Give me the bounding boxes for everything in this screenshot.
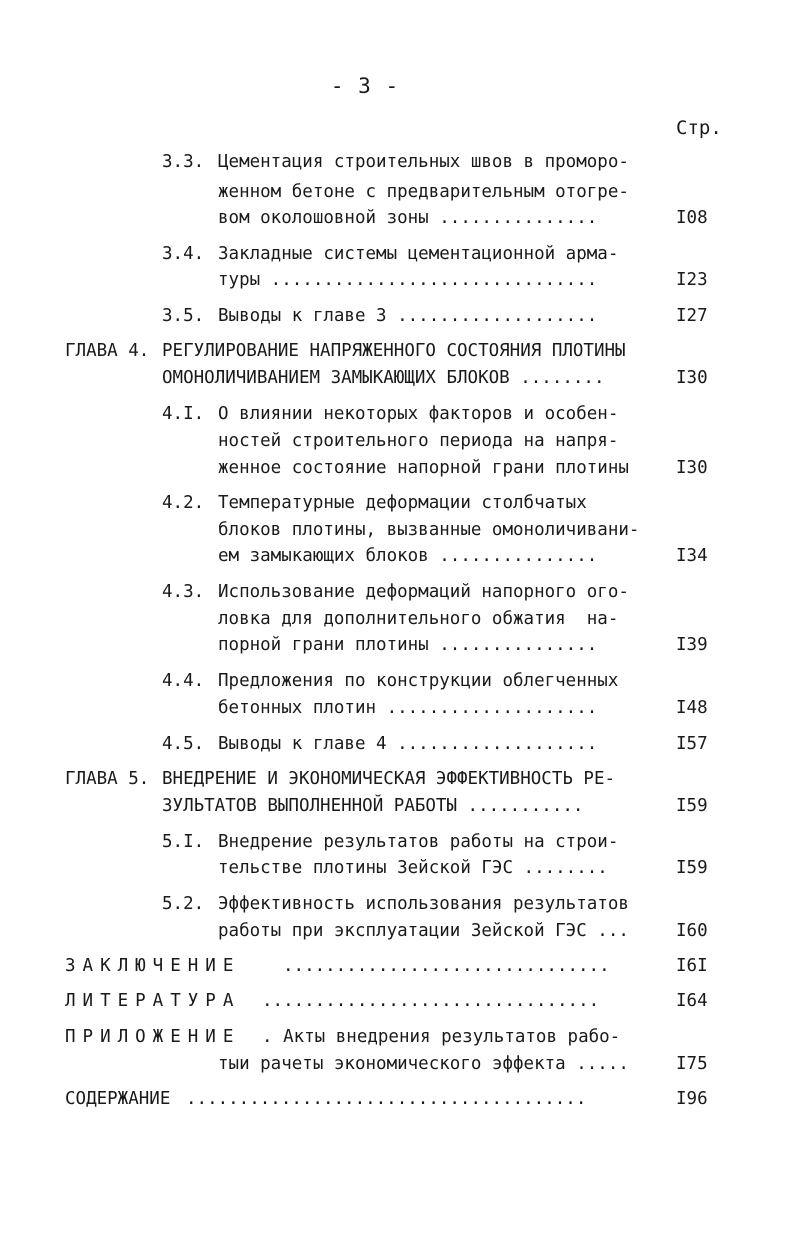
section-title-line: Внедрение результатов работы на строи- <box>218 832 619 852</box>
toc-entry-4-5 <box>0 731 795 757</box>
toc-entry-3-5 <box>0 303 795 329</box>
page-ref: I64 <box>676 991 708 1011</box>
page-ref: I27 <box>676 306 708 326</box>
section-number: 4.I. <box>162 404 205 424</box>
section-number: 3.4. <box>162 244 205 264</box>
toc-entry-4-4 <box>0 668 795 694</box>
section-title-line: Выводы к главе 4 ................... <box>218 734 598 754</box>
page-ref: I48 <box>676 698 708 718</box>
conclusion-label: ЗАКЛЮЧЕНИЕ <box>65 956 241 976</box>
section-title-line: тельстве плотины Зейской ГЭС ........ <box>218 858 608 878</box>
section-number: 3.3. <box>162 152 205 172</box>
section-title-line: ловка для дополнительного обжатия на- <box>218 609 619 629</box>
section-title-line: О влиянии некоторых факторов и особен- <box>218 404 619 424</box>
toc-literature <box>0 988 795 1014</box>
section-number: 3.5. <box>162 306 205 326</box>
page-ref: I75 <box>676 1054 708 1074</box>
contents-label: СОДЕРЖАНИЕ <box>65 1089 171 1109</box>
page-ref: I60 <box>676 921 708 941</box>
section-number: 4.2. <box>162 493 205 513</box>
toc-conclusion <box>0 953 795 979</box>
page-ref: I39 <box>676 635 708 655</box>
section-title-line: Эффективность использования результатов <box>218 894 629 914</box>
chapter-title-line: ОМОНОЛИЧИВАНИЕМ ЗАМЫКАЮЩИХ БЛОКОВ ........ <box>162 368 605 388</box>
leader-dots: ...................................... <box>186 1089 587 1109</box>
toc-entry-4-2 <box>0 490 795 516</box>
chapter-title-line: ВНЕДРЕНИЕ И ЭКОНОМИЧЕСКАЯ ЭФФЕКТИВНОСТЬ РЕ- <box>162 769 616 789</box>
literature-label: ЛИТЕРАТУРА <box>65 991 241 1011</box>
section-title-line: женное состояние напорной грани плотины <box>218 458 629 478</box>
section-number: 5.2. <box>162 894 205 914</box>
toc-entry-4-1 <box>0 401 795 427</box>
toc-appendix <box>0 1024 795 1050</box>
section-number: 4.5. <box>162 734 205 754</box>
appendix-label: ПРИЛОЖЕНИЕ <box>65 1027 241 1047</box>
section-title-line: женном бетоне с предварительным отогре- <box>218 182 629 202</box>
toc-entry-3-3 <box>0 149 795 175</box>
section-title-line: Выводы к главе 3 ................... <box>218 306 598 326</box>
appendix-title-line: . Акты внедрения результатов рабо- <box>262 1027 621 1047</box>
chapter-title-line: РЕГУЛИРОВАНИЕ НАПРЯЖЕННОГО СОСТОЯНИЯ ПЛОТИНЫ <box>162 341 626 361</box>
section-title-line: бетонных плотин .................... <box>218 698 598 718</box>
page-number: - 3 - <box>330 74 400 98</box>
chapter-title-line: ЗУЛЬТАТОВ ВЫПОЛНЕННОЙ РАБОТЫ ........... <box>162 796 584 816</box>
page-ref: I34 <box>676 546 708 566</box>
toc-chapter-4 <box>0 338 795 364</box>
section-title-line: Цементация строительных швов в проморо- <box>218 152 629 172</box>
chapter-label: ГЛАВА 4. <box>65 341 150 361</box>
section-title-line: Температурные деформации столбчатых <box>218 493 587 513</box>
toc-contents <box>0 1086 795 1112</box>
section-title-line: туры ............................... <box>218 270 598 290</box>
page-ref: I57 <box>676 734 708 754</box>
toc-chapter-5 <box>0 766 795 792</box>
toc-entry-5-2 <box>0 891 795 917</box>
section-title-line: блоков плотины, вызванные омоноличивани- <box>218 520 640 540</box>
section-number: 5.I. <box>162 832 205 852</box>
section-title-line: вом околошовной зоны ............... <box>218 208 598 228</box>
toc-entry-5-1 <box>0 829 795 855</box>
section-title-line: порной грани плотины ............... <box>218 635 598 655</box>
page-ref: I6I <box>676 956 708 976</box>
page-ref: I30 <box>676 368 708 388</box>
page-ref: I96 <box>676 1089 708 1109</box>
section-title-line: ем замыкающих блоков ............... <box>218 546 598 566</box>
section-title-line: работы при эксплуатации Зейской ГЭС ... <box>218 921 629 941</box>
chapter-label: ГЛАВА 5. <box>65 769 150 789</box>
toc-entry-4-3 <box>0 579 795 605</box>
leader-dots: ................................ <box>262 991 600 1011</box>
section-number: 4.3. <box>162 582 205 602</box>
section-title-line: ностей строительного периода на напря- <box>218 431 619 451</box>
toc-entry-3-4 <box>0 241 795 267</box>
page-ref: I59 <box>676 858 708 878</box>
appendix-title-line: тыи рачеты экономического эффекта ..... <box>218 1054 629 1074</box>
section-number: 4.4. <box>162 671 205 691</box>
section-title-line: Предложения по конструкции облегченных <box>218 671 619 691</box>
page-ref: I08 <box>676 208 708 228</box>
page-ref: I59 <box>676 796 708 816</box>
section-title-line: Закладные системы цементационной арма- <box>218 244 619 264</box>
leader-dots: ............................... <box>283 956 610 976</box>
page-column-label: Стр. <box>676 117 722 139</box>
section-title-line: Использование деформаций напорного ого- <box>218 582 629 602</box>
page-ref: I23 <box>676 270 708 290</box>
page-ref: I30 <box>676 458 708 478</box>
